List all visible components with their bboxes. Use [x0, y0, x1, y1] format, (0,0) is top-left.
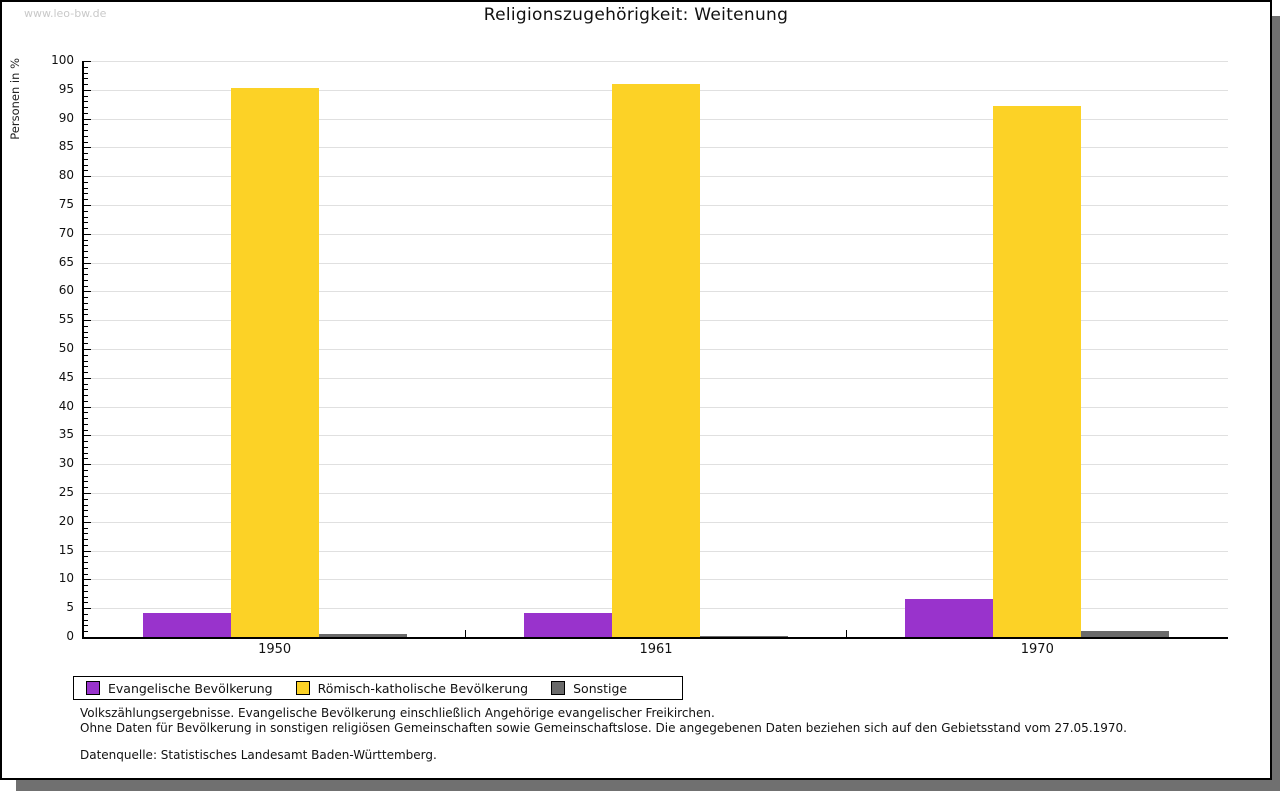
bar	[612, 84, 700, 637]
y-tick-label: 85	[58, 139, 74, 154]
y-tick	[84, 493, 91, 494]
y-tick	[84, 625, 88, 626]
y-tick	[84, 568, 88, 569]
bar	[1081, 631, 1169, 637]
y-tick	[84, 528, 88, 529]
bar	[700, 636, 788, 637]
y-tick	[84, 101, 88, 102]
legend-item	[551, 681, 627, 696]
category-separator-tick	[465, 630, 466, 637]
y-tick	[84, 136, 88, 137]
category-separator-tick	[846, 630, 847, 637]
y-tick	[84, 355, 88, 356]
y-tick	[84, 303, 88, 304]
x-axis-labels	[84, 642, 1228, 660]
y-tick	[84, 545, 88, 546]
y-tick	[84, 597, 88, 598]
y-tick	[84, 147, 91, 148]
y-tick-label: 25	[58, 485, 74, 499]
y-tick	[84, 574, 88, 575]
legend-swatch	[551, 681, 565, 695]
y-tick	[84, 124, 88, 125]
y-tick	[84, 418, 88, 419]
bar	[143, 613, 231, 637]
y-tick	[84, 67, 88, 68]
y-tick	[84, 257, 88, 258]
y-tick	[84, 113, 88, 114]
y-tick	[84, 78, 88, 79]
y-tick	[84, 562, 88, 563]
y-tick	[84, 343, 88, 344]
legend	[73, 676, 683, 700]
y-tick	[84, 84, 88, 85]
y-tick	[84, 297, 88, 298]
bar	[319, 634, 407, 637]
bar	[905, 599, 993, 637]
y-tick	[84, 96, 88, 97]
y-tick-label: 95	[58, 81, 74, 96]
y-tick-label: 20	[58, 513, 74, 528]
y-tick	[84, 176, 91, 177]
y-tick-label: 0	[66, 629, 74, 643]
y-tick	[84, 401, 88, 402]
legend-label: Sonstige	[573, 680, 628, 696]
chart-title: Religionszugehörigkeit: Weitenung	[483, 5, 789, 25]
frame-shadow-bottom	[16, 780, 1280, 791]
y-tick-label: 55	[58, 312, 74, 327]
y-tick	[84, 165, 88, 166]
y-tick	[84, 470, 88, 471]
y-tick-label: 50	[58, 341, 74, 355]
y-tick	[84, 291, 91, 292]
footnote-line-2: Ohne Daten für Bevölkerung in sonstigen religiösen Gemeinschaften sowie Gemeinschaftslose. Die angegebenen Daten beziehen sich auf den Gebietsstand vom 27.05.1970.	[80, 720, 1127, 735]
frame-shadow-right	[1272, 16, 1280, 791]
y-tick	[84, 407, 91, 408]
y-tick	[84, 585, 88, 586]
y-tick	[84, 240, 88, 241]
y-tick	[84, 234, 91, 235]
y-tick	[84, 119, 91, 120]
footnote-line-1: Volkszählungsergebnisse. Evangelische Bevölkerung einschließlich Angehörige evangelischer Freikirchen.	[80, 706, 715, 720]
y-tick	[84, 505, 88, 506]
y-tick	[84, 591, 88, 592]
y-tick-label: 60	[58, 283, 74, 298]
y-tick	[84, 309, 88, 310]
y-tick-label: 90	[58, 110, 74, 125]
y-tick	[84, 435, 91, 436]
y-tick	[84, 551, 91, 552]
y-tick	[84, 188, 88, 189]
y-tick	[84, 476, 88, 477]
y-tick-label: 100	[51, 53, 74, 67]
y-tick	[84, 268, 88, 269]
y-tick	[84, 217, 88, 218]
y-tick-label: 30	[58, 456, 74, 471]
y-tick	[84, 205, 91, 206]
plot-area	[82, 61, 1228, 639]
y-tick	[84, 430, 88, 431]
y-tick	[84, 372, 88, 373]
y-tick	[84, 481, 88, 482]
y-tick-label: 45	[58, 369, 74, 384]
y-tick-label: 75	[58, 197, 74, 211]
bar	[231, 88, 319, 637]
y-tick	[84, 412, 88, 413]
y-tick-label: 65	[58, 254, 74, 269]
y-tick	[84, 326, 88, 327]
y-tick	[84, 539, 88, 540]
y-tick-label: 40	[58, 398, 74, 413]
chart-region	[40, 54, 1232, 666]
legend-item	[296, 681, 529, 696]
y-tick	[84, 384, 88, 385]
y-tick	[84, 522, 91, 523]
y-tick-label: 80	[58, 168, 74, 183]
data-source: Datenquelle: Statistisches Landesamt Baden-Württemberg.	[80, 748, 437, 762]
watermark: www.leo-bw.de	[24, 7, 107, 20]
y-tick	[84, 424, 88, 425]
bar	[524, 613, 612, 637]
y-tick	[84, 447, 88, 448]
y-tick	[84, 199, 88, 200]
x-tick-label: 1970	[1020, 642, 1054, 657]
legend-item	[86, 681, 273, 696]
y-tick	[84, 228, 88, 229]
x-tick-label: 1950	[258, 642, 292, 657]
y-tick	[84, 395, 88, 396]
y-tick	[84, 631, 88, 632]
y-tick	[84, 349, 91, 350]
y-tick	[84, 280, 88, 281]
y-tick-label: 35	[58, 427, 74, 442]
bar	[993, 106, 1081, 637]
y-tick	[84, 614, 88, 615]
y-tick	[84, 90, 91, 91]
y-tick	[84, 458, 88, 459]
y-tick-label: 10	[58, 571, 74, 586]
y-tick	[84, 159, 88, 160]
y-tick	[84, 263, 91, 264]
y-tick	[84, 73, 88, 74]
y-tick	[84, 499, 88, 500]
y-tick	[84, 366, 88, 367]
y-tick	[84, 153, 88, 154]
y-axis-labels	[40, 54, 76, 654]
y-tick	[84, 533, 88, 534]
y-tick	[84, 510, 88, 511]
y-tick-label: 70	[58, 225, 74, 240]
y-tick	[84, 107, 88, 108]
y-tick	[84, 516, 88, 517]
y-tick	[84, 332, 88, 333]
y-tick	[84, 378, 91, 379]
y-axis-title-text: Personen in %	[8, 58, 22, 140]
y-tick	[84, 211, 88, 212]
y-tick	[84, 170, 88, 171]
y-tick	[84, 602, 88, 603]
y-tick	[84, 464, 91, 465]
y-tick	[84, 337, 88, 338]
y-axis-title	[8, 58, 22, 178]
y-tick	[84, 487, 88, 488]
legend-swatch	[86, 681, 100, 695]
y-tick	[84, 441, 88, 442]
y-tick	[84, 61, 91, 62]
y-tick	[84, 556, 88, 557]
y-tick	[84, 608, 91, 609]
footnotes	[80, 706, 1240, 763]
y-tick	[84, 245, 88, 246]
y-tick-label: 5	[66, 600, 74, 615]
y-tick	[84, 222, 88, 223]
x-tick-label: 1961	[639, 642, 673, 657]
y-tick-label: 15	[58, 542, 74, 557]
y-tick	[84, 579, 91, 580]
y-tick	[84, 453, 88, 454]
y-tick	[84, 320, 91, 321]
y-tick	[84, 251, 88, 252]
legend-label: Römisch-katholische Bevölkerung	[317, 680, 529, 696]
y-tick	[84, 182, 88, 183]
y-tick	[84, 274, 88, 275]
gridline	[84, 61, 1228, 62]
legend-label: Evangelische Bevölkerung	[108, 680, 273, 696]
y-tick	[84, 361, 88, 362]
y-tick	[84, 142, 88, 143]
y-tick	[84, 314, 88, 315]
y-tick	[84, 286, 88, 287]
y-tick	[84, 389, 88, 390]
y-tick	[84, 620, 88, 621]
y-tick	[84, 193, 88, 194]
legend-swatch	[296, 681, 310, 695]
y-tick	[84, 130, 88, 131]
